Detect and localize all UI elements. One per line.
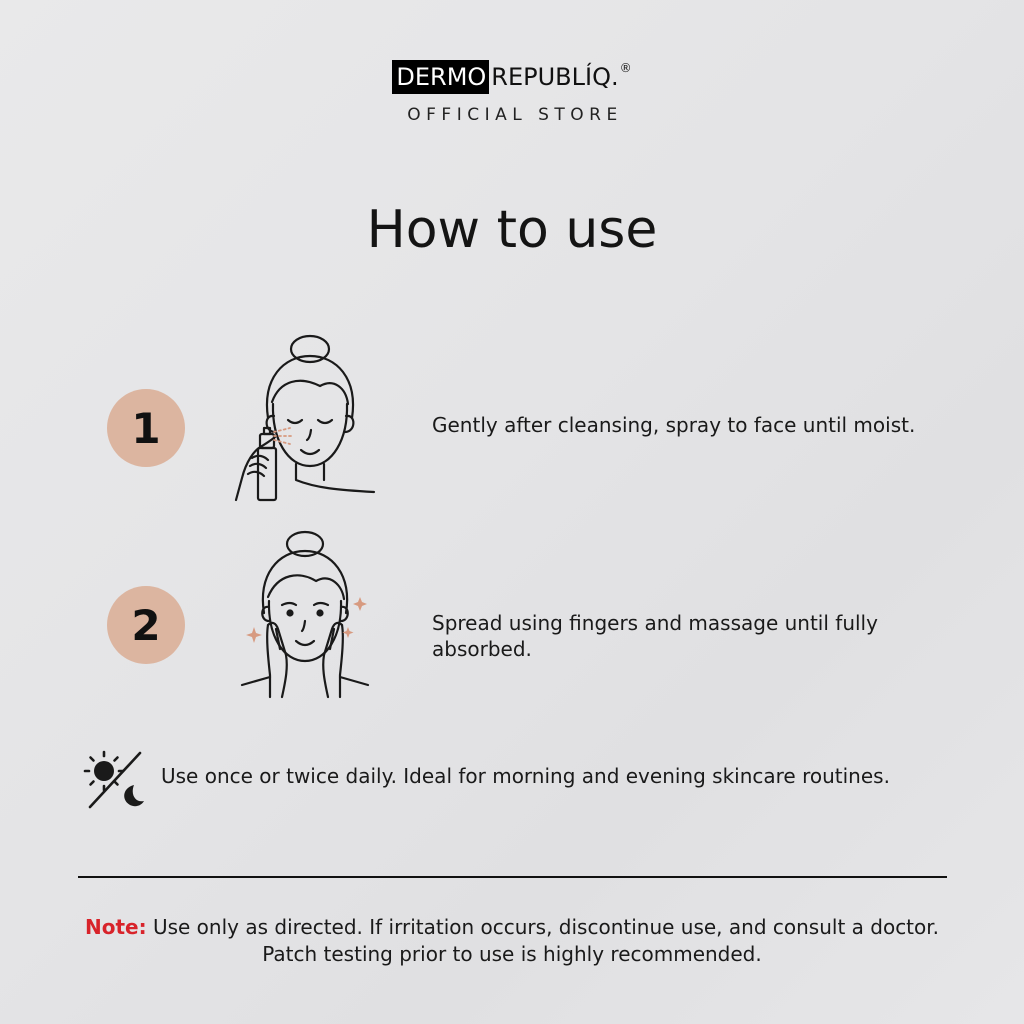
page-title: How to use [366, 200, 658, 260]
face-spray-illustration-icon [228, 332, 378, 504]
step-1-text: Gently after cleansing, spray to face until moist. [432, 413, 916, 437]
brand-wordmark [392, 60, 631, 94]
face-massage-illustration-icon [236, 527, 376, 703]
divider [78, 876, 947, 878]
note [0, 914, 1024, 968]
note-label: Note: [84, 915, 147, 939]
brand-name-highlight: DERMO [392, 60, 489, 94]
registered-mark: ® [619, 61, 632, 75]
brand-subtitle: OFFICIAL STORE [407, 105, 623, 125]
day-night-icon [80, 749, 148, 811]
note-text-1: Use only as directed. If irritation occurs, discontinue use, and consult a doctor. [146, 915, 940, 939]
note-line-1 [0, 914, 1024, 941]
step-1-badge: 1 [107, 389, 185, 467]
brand-logo [0, 60, 1024, 125]
step-2-badge: 2 [107, 586, 185, 664]
usage-frequency-text: Use once or twice daily. Ideal for morning and evening skincare routines. [161, 764, 890, 788]
brand-name-rest: REPUBLÍQ. [491, 63, 619, 91]
note-text-2: Patch testing prior to use is highly recommended. [262, 942, 762, 966]
step-2-text: Spread using fingers and massage until fully absorbed. [432, 611, 878, 661]
